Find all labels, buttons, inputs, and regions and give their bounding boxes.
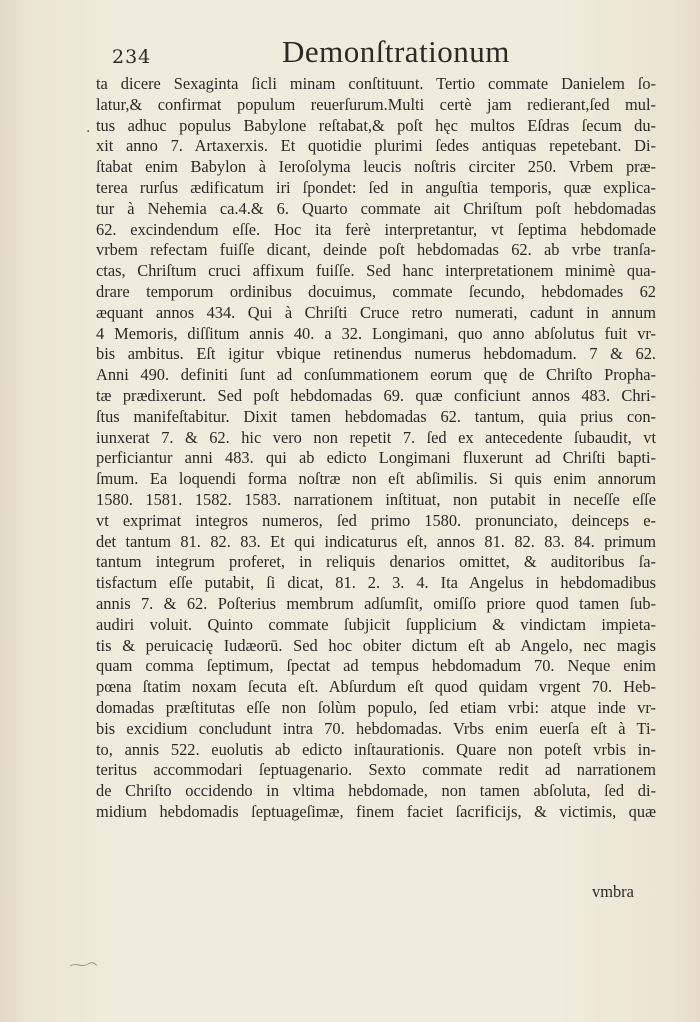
text-line: perficiantur anni 483. qui ab edicto Longimani fluxerunt ad Chriſti bapti- <box>96 448 656 468</box>
text-line: tisfactum eſſe putabit, ſi dicat, 81. 2. 3. 4. Ita Angelus in hebdomadibus <box>96 573 656 593</box>
text-line: annis 7. & 62. Poſterius membrum adſumſit, omiſſo priore quod tamen ſub- <box>96 593 656 613</box>
text-line: domadas præſtitutas eſſe non ſolùm populo, ſed etiam vrbi: atque inde vr- <box>96 697 656 717</box>
text-line: xit anno 7. Artaxerxis. Et quotidie plurimi ſedes antiquas repetebant. Di- <box>96 136 656 156</box>
text-line: vt exprimat integros numeros, ſed primo 1580. pronunciato, deinceps e- <box>96 510 656 530</box>
text-line: Anni 490. definiti ſunt ad conſummationem eorum quę de Chriſto Propha- <box>96 365 656 385</box>
text-line: pœna ſtatim noxam ſecuta eſt. Abſurdum eſt quod quidam vrgent 70. Heb- <box>96 677 656 697</box>
page-header <box>112 28 612 78</box>
text-line: tæ prædixerunt. Sed poſt hebdomadas 69. quæ conficiunt annos 483. Chri- <box>96 385 656 405</box>
text-line: ctas, Chriſtum cruci affixum fuiſſe. Sed hanc interpretationem minimè qua- <box>96 261 656 281</box>
ink-mark-icon <box>68 958 98 972</box>
text-line: 1580. 1581. 1582. 1583. narrationem inſtituat, non putabit in neceſſe eſſe <box>96 489 656 509</box>
text-line: vrbem refectam fuiſſe dicant, deinde poſt hebdomadas 62. ab vrbe tranſa- <box>96 240 656 260</box>
text-line: tus adhuc populus Babylone reſtabat,& poſt hęc multos Eſdras ſecum du- <box>96 115 656 135</box>
text-line: iunxerat 7. & 62. hic vero non repetit 7. ſed ex antecedente ſubaudit, vt <box>96 427 656 447</box>
text-line: 62. excindendum eſſe. Hoc ita ferè interpretantur, vt ſeptima hebdomade <box>96 219 656 239</box>
margin-mark: · <box>86 124 91 140</box>
text-line: terea rurſus ædificatum iri ſpondet: ſed in anguſtia temporis, quæ explica- <box>96 177 656 197</box>
text-line: audiri voluit. Quinto commate ſubjicit ſupplicium & vindictam impieta- <box>96 614 656 634</box>
text-line: latur,& confirmat populum reuerſurum.Multi certè jam redierant,ſed mul- <box>96 94 656 114</box>
text-line: tis & peruicacię Iudæorū. Sed hoc obiter dictum eſt ab Angelo, nec magis <box>96 635 656 655</box>
text-line: 4 Memoris, diſſitum annis 40. a 32. Longimani, quo anno abſolutus fuit vr- <box>96 323 656 343</box>
text-line: ſtus manifeſtabitur. Dixit tamen hebdomadas 62. tantum, quia prius con- <box>96 406 656 426</box>
text-line: drare temporum ordinibus docuimus, commate ſecundo, hebdomades 62 <box>96 281 656 301</box>
text-line: teritus accommodari ſeptuagenario. Sexto commate redit ad narrationem <box>96 760 656 780</box>
text-line: det tantum 81. 82. 83. Et qui indicaturus eſt, annos 81. 82. 83. 84. primum <box>96 531 656 551</box>
text-line: to, annis 522. euolutis ab edicto inſtaurationis. Quare non poteſt vrbis in- <box>96 739 656 759</box>
catchword: vmbra <box>592 882 634 901</box>
text-line: bis excidium concludunt intra 70. hebdomadas. Vrbs enim euerſa eſt à Ti- <box>96 718 656 738</box>
text-line: ta dicere Sexaginta ſicli minam conſtituunt. Tertio commate Danielem ſo- <box>96 74 656 93</box>
text-line: ſtabat enim Babylon à Ieroſolyma leucis noſtris circiter 250. Vrbem præ- <box>96 157 656 177</box>
running-title: Demonſtrationum <box>282 34 510 69</box>
text-line: ſmum. Ea loquendi forma noſtræ non eſt abſimilis. Si quis enim annorum <box>96 469 656 489</box>
text-line: tur à Nehemia ca.4.& 6. Quarto commate ait Chriſtum poſt hebdomadas <box>96 198 656 218</box>
text-line: midium hebdomadis ſeptuageſimæ, finem faciet ſacrificijs, & victimis, quæ <box>96 801 656 821</box>
page-number: 234 <box>112 46 152 68</box>
text-line: tantum integrum proferet, in reliquis denarios omittet, & auditoribus ſa- <box>96 552 656 572</box>
text-line: quam comma ſeptimum, ſpectat ad tempus hebdomadum 70. Neque enim <box>96 656 656 676</box>
text-line: de Chriſto occidendo in vltima hebdomade, non tamen abſoluta, ſed di- <box>96 781 656 801</box>
text-line: bis ambitus. Eſt igitur vbique retinendus numerus hebdomadum. 7 & 62. <box>96 344 656 364</box>
body-text <box>96 74 656 823</box>
text-line: æquant annos 434. Qui à Chriſti Cruce retro numerati, cadunt in annum <box>96 302 656 322</box>
